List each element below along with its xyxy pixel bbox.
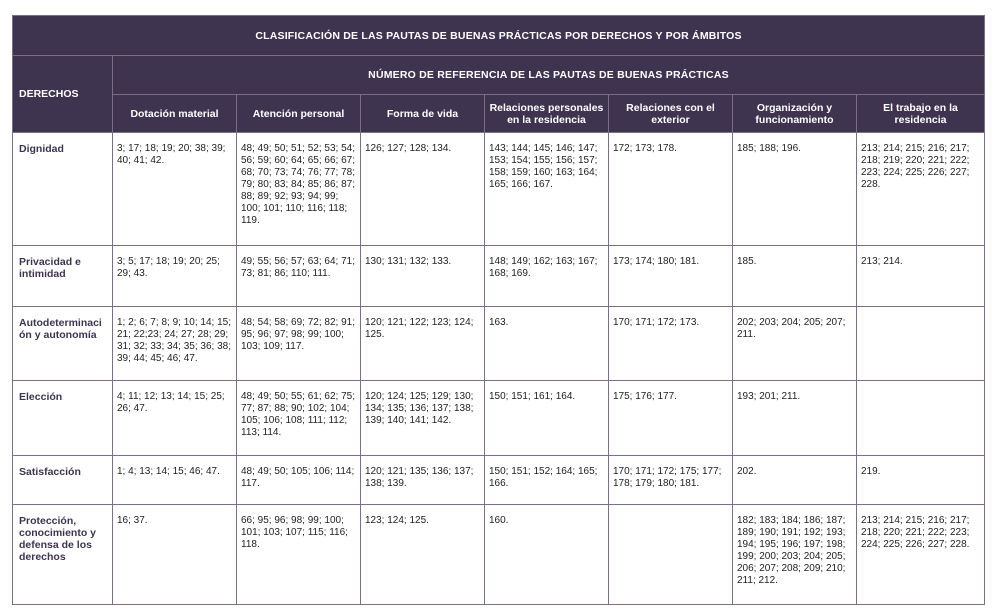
table-cell: 143; 144; 145; 146; 147; 153; 154; 155; 156; 157; 158; 159; 160; 163; 164; 165; 166; 167. [485,133,609,246]
table-cell: 148; 149; 162; 163; 167; 168; 169. [485,246,609,307]
classification-table [12,15,985,605]
table-cell: 3; 5; 17; 18; 19; 20; 25; 29; 43. [113,246,237,307]
table-cell: 193; 201; 211. [733,381,857,456]
classification-table-container [12,15,984,605]
table-cell: 163. [485,307,609,381]
table-cell: 48; 49; 50; 105; 106; 114; 117. [237,456,361,505]
table-cell: 48; 49; 50; 51; 52; 53; 54; 56; 59; 60; 64; 65; 66; 67; 68; 70; 73; 74; 76; 77; 78; 79; 80; 83; 84; 85; 86; 87; 88; 89; 92; 93; 94; 99; 100; 101; 110; 116; 118; 119. [237,133,361,246]
table-cell: 160. [485,505,609,605]
table-cell: 213; 214; 215; 216; 217; 218; 219; 220; 221; 222; 223; 224; 225; 226; 227; 228. [857,133,985,246]
numero-referencia-header: NÚMERO DE REFERENCIA DE LAS PAUTAS DE BUENAS PRÁCTICAS [113,56,985,95]
table-cell: 126; 127; 128; 134. [361,133,485,246]
table-cell [857,381,985,456]
table-cell: 3; 17; 18; 19; 20; 38; 39; 40; 41; 42. [113,133,237,246]
row-label-privacidad: Privacidad e intimidad [13,246,113,307]
table-cell: 202. [733,456,857,505]
column-header-relaciones-exterior: Relaciones con el exterior [609,95,733,133]
row-label-dignidad: Dignidad [13,133,113,246]
table-cell: 120; 124; 125; 129; 130; 134; 135; 136; 137; 138; 139; 140; 141; 142. [361,381,485,456]
table-cell: 66; 95; 96; 98; 99; 100; 101; 103; 107; 115; 116; 118. [237,505,361,605]
column-header-organizacion: Organización y funcionamiento [733,95,857,133]
table-row [13,505,985,605]
table-cell: 213; 214. [857,246,985,307]
table-cell: 175; 176; 177. [609,381,733,456]
table-row [13,456,985,505]
table-cell: 170; 171; 172; 173. [609,307,733,381]
column-header-trabajo: El trabajo en la residencia [857,95,985,133]
table-cell: 49; 55; 56; 57; 63; 64; 71; 73; 81; 86; 110; 111. [237,246,361,307]
table-cell: 1; 4; 13; 14; 15; 46; 47. [113,456,237,505]
table-title: CLASIFICACIÓN DE LAS PAUTAS DE BUENAS PRÁCTICAS POR DERECHOS Y POR ÁMBITOS [13,16,985,56]
table-row [13,307,985,381]
table-cell: 120; 121; 122; 123; 124; 125. [361,307,485,381]
derechos-header: DERECHOS [13,56,113,133]
table-cell: 150; 151; 161; 164. [485,381,609,456]
table-cell: 213; 214; 215; 216; 217; 218; 220; 221; 222; 223; 224; 225; 226; 227; 228. [857,505,985,605]
table-cell [609,505,733,605]
row-label-eleccion: Elección [13,381,113,456]
table-row [13,133,985,246]
table-cell: 123; 124; 125. [361,505,485,605]
table-cell: 185. [733,246,857,307]
table-cell: 219. [857,456,985,505]
table-cell: 16; 37. [113,505,237,605]
table-cell: 173; 174; 180; 181. [609,246,733,307]
column-header-dotacion-material: Dotación material [113,95,237,133]
table-cell: 185; 188; 196. [733,133,857,246]
table-cell: 130; 131; 132; 133. [361,246,485,307]
column-header-atencion-personal: Atención personal [237,95,361,133]
table-cell: 4; 11; 12; 13; 14; 15; 25; 26; 47. [113,381,237,456]
table-row [13,246,985,307]
table-cell [857,307,985,381]
table-cell: 172; 173; 178. [609,133,733,246]
column-header-relaciones-personales: Relaciones personales en la residencia [485,95,609,133]
table-cell: 182; 183; 184; 186; 187; 189; 190; 191; 192; 193; 194; 195; 196; 197; 198; 199; 200; 203; 204; 205; 206; 207; 208; 209; 210; 211; 212. [733,505,857,605]
table-cell: 120; 121; 135; 136; 137; 138; 139. [361,456,485,505]
table-cell: 1; 2; 6; 7; 8; 9; 10; 14; 15; 21; 22;23; 24; 27; 28; 29; 31; 32; 33; 34; 35; 36; 38; 39; 44; 45; 46; 47. [113,307,237,381]
row-label-autodeterminacion: Autodeterminación y autonomía [13,307,113,381]
table-cell: 150; 151; 152; 164; 165; 166. [485,456,609,505]
row-label-proteccion: Protección, conocimiento y defensa de los derechos [13,505,113,605]
column-header-forma-de-vida: Forma de vida [361,95,485,133]
table-cell: 48; 49; 50; 55; 61; 62; 75; 77; 87; 88; 90; 102; 104; 105; 106; 108; 111; 112; 113; 114. [237,381,361,456]
table-cell: 202; 203; 204; 205; 207; 211. [733,307,857,381]
table-cell: 48; 54; 58; 69; 72; 82; 91; 95; 96; 97; 98; 99; 100; 103; 109; 117. [237,307,361,381]
table-row [13,381,985,456]
row-label-satisfaccion: Satisfacción [13,456,113,505]
table-cell: 170; 171; 172; 175; 177; 178; 179; 180; 181. [609,456,733,505]
